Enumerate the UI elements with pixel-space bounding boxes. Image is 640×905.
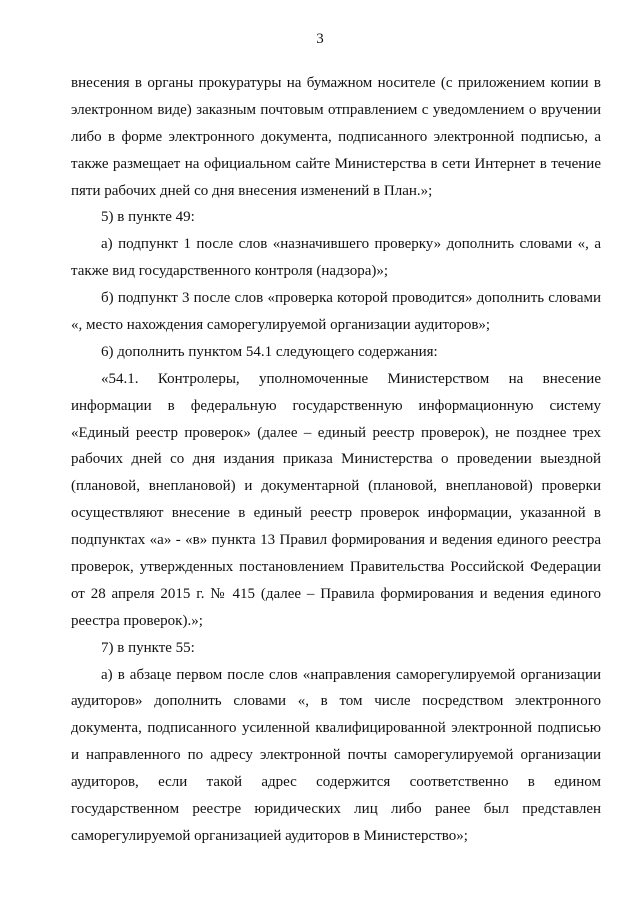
text-line: от 28 апреля 2015 г. № 415 (далее – Правила формирования и ведения единого bbox=[71, 585, 601, 602]
text-line: аудиторов» дополнить словами «, в том числе посредством электронного bbox=[71, 693, 601, 710]
text-line: также размещает на официальном сайте Министерства в сети Интернет в течение bbox=[71, 155, 601, 172]
text-line: «54.1. Контролеры, уполномоченные Министерством на внесение bbox=[101, 370, 601, 387]
text-line: аудиторов, если такой адрес содержится соответственно в едином bbox=[71, 774, 601, 791]
text-line: проверок, утвержденных постановлением Правительства Российской Федерации bbox=[71, 559, 601, 576]
text-line: а) в абзаце первом после слов «направления саморегулируемой организации bbox=[101, 666, 601, 683]
text-line: осуществляют внесение в единый реестр проверок информации, указанной в bbox=[71, 505, 601, 522]
text-line: государственном реестре юридических лиц либо ранее был представлен bbox=[71, 801, 601, 818]
text-line: рабочих дней со дня издания приказа Министерства о проведении выездной bbox=[71, 451, 601, 468]
text-line: также вид государственного контроля (надзора)»; bbox=[71, 263, 389, 280]
text-line: «Единый реестр проверок» (далее – единый реестр проверок), не позднее трех bbox=[71, 424, 601, 441]
text-line: 7) в пункте 55: bbox=[101, 639, 195, 656]
text-line: документа, подписанного усиленной квалифицированной электронной подписью bbox=[71, 720, 601, 737]
text-line: 5) в пункте 49: bbox=[101, 209, 195, 226]
text-line: б) подпункт 3 после слов «проверка которой проводится» дополнить словами bbox=[101, 290, 601, 307]
text-line: информации в федеральную государственную информационную систему bbox=[71, 397, 601, 414]
document-body bbox=[71, 70, 601, 850]
text-line: либо в форме электронного документа, подписанного электронной подписью, а bbox=[71, 128, 601, 145]
page-number: 3 bbox=[316, 31, 324, 47]
text-line: (плановой, внеплановой) и документарной (плановой, внеплановой) проверки bbox=[71, 478, 601, 495]
text-line: внесения в органы прокуратуры на бумажном носителе (с приложением копии в bbox=[71, 75, 601, 91]
text-line: пяти рабочих дней со дня внесения изменений в План.»; bbox=[71, 182, 433, 199]
text-line: «, место нахождения саморегулируемой организации аудиторов»; bbox=[71, 317, 491, 334]
text-line: реестра проверок).»; bbox=[71, 612, 203, 629]
text-line: 6) дополнить пунктом 54.1 следующего содержания: bbox=[101, 343, 438, 360]
text-line: а) подпункт 1 после слов «назначившего проверку» дополнить словами «, а bbox=[101, 236, 601, 253]
text-line: электронном виде) заказным почтовым отправлением с уведомлением о вручении bbox=[71, 101, 601, 118]
text-line: саморегулируемой организацией аудиторов в Министерство»; bbox=[71, 827, 468, 844]
text-line: подпунктах «а» - «в» пункта 13 Правил формирования и ведения единого реестра bbox=[71, 532, 601, 549]
text-line: и направленного по адресу электронной почты саморегулируемой организации bbox=[71, 747, 601, 764]
